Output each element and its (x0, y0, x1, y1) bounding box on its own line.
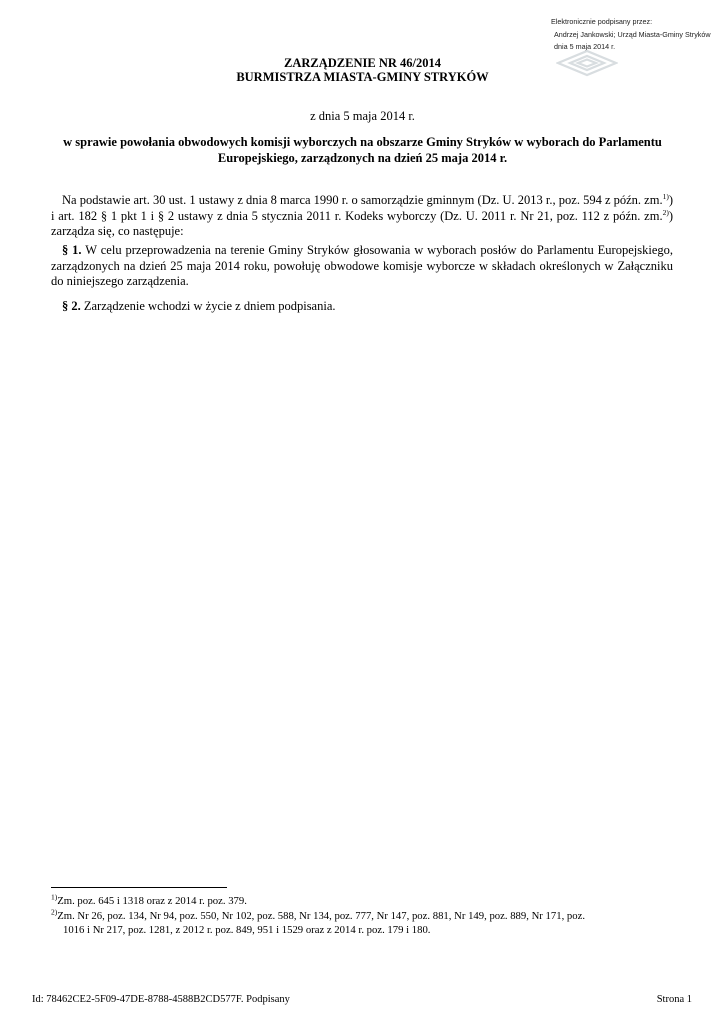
document-subject: w sprawie powołania obwodowych komisji wyborczych na obszarze Gminy Stryków w wyborach do Parlamentu Europejskiego, zarządzonych na dzień 25 maja 2014 r. (63, 135, 662, 165)
footnote-2 (51, 907, 673, 937)
legal-basis-paragraph (51, 193, 673, 240)
footnote-1-marker: 1) (51, 892, 58, 902)
section-2-label: § 2. (62, 299, 81, 313)
footnote-2-text-line-2: 1016 i Nr 217, poz. 1281, z 2012 r. poz. 849, 951 i 1529 oraz z 2014 r. poz. 179 i 180. (63, 923, 431, 936)
section-2-paragraph (51, 299, 673, 315)
section-1-paragraph (51, 243, 673, 290)
legal-basis-text-a: Na podstawie art. 30 ust. 1 ustawy z dnia 8 marca 1990 r. o samorządzie gminnym (Dz. U. 2013 r., poz. 594 z późn. zm. (62, 193, 663, 207)
legal-basis-text-c: ) zarządza się, co następuje: (51, 208, 673, 238)
document-date: z dnia 5 maja 2014 r. (310, 109, 415, 123)
signature-line-2: Andrzej Jankowski; Urząd Miasta-Gminy Stryków (554, 29, 711, 39)
page-number-footer: Strona 1 (656, 994, 692, 1005)
footnote-1-text: Zm. poz. 645 i 1318 oraz z 2014 r. poz. 379. (57, 895, 247, 907)
footnote-ref-2: 2) (662, 207, 669, 217)
footnote-2-marker: 2) (51, 907, 58, 917)
document-id-footer: Id: 78462CE2-5F09-47DE-8788-4588B2CD577F. Podpisany (32, 994, 290, 1005)
section-1-label: § 1. (62, 243, 82, 257)
document-title-line-1: ZARZĄDZENIE NR 46/2014 (284, 56, 441, 70)
section-2-text: Zarządzenie wchodzi w życie z dniem podpisania. (83, 299, 336, 313)
section-1-text: W celu przeprowadzenia na terenie Gminy Stryków głosowania w wyborach posłów do Parlamentu Europejskiego, zarządzonych na dzień 25 maja 2014 roku, powołuję obwodowe komisje wyborcze w składach określonych w Załączniku do niniejszego zarządzenia. (51, 243, 673, 288)
footnote-separator (51, 887, 227, 888)
legal-basis-text-b: ) i art. 182 § 1 pkt 1 i § 2 ustawy z dnia 5 stycznia 2011 r. Kodeks wyborczy (Dz. U. 2011 r. Nr 21, poz. 112 z późn. zm. (51, 193, 673, 223)
footnote-ref-1: 1) (662, 191, 669, 201)
signature-line-1: Elektronicznie podpisany przez: (551, 17, 653, 26)
document-title-line-2: BURMISTRZA MIASTA-GMINY STRYKÓW (236, 70, 489, 84)
footnote-2-text-line-1: Zm. Nr 26, poz. 134, Nr 94, poz. 550, Nr 102, poz. 588, Nr 134, poz. 777, Nr 147, poz. 881, Nr 149, poz. 889, Nr 171, poz. (57, 910, 586, 922)
footnote-1 (51, 892, 673, 909)
signature-line-3: dnia 5 maja 2014 r. (554, 42, 616, 51)
